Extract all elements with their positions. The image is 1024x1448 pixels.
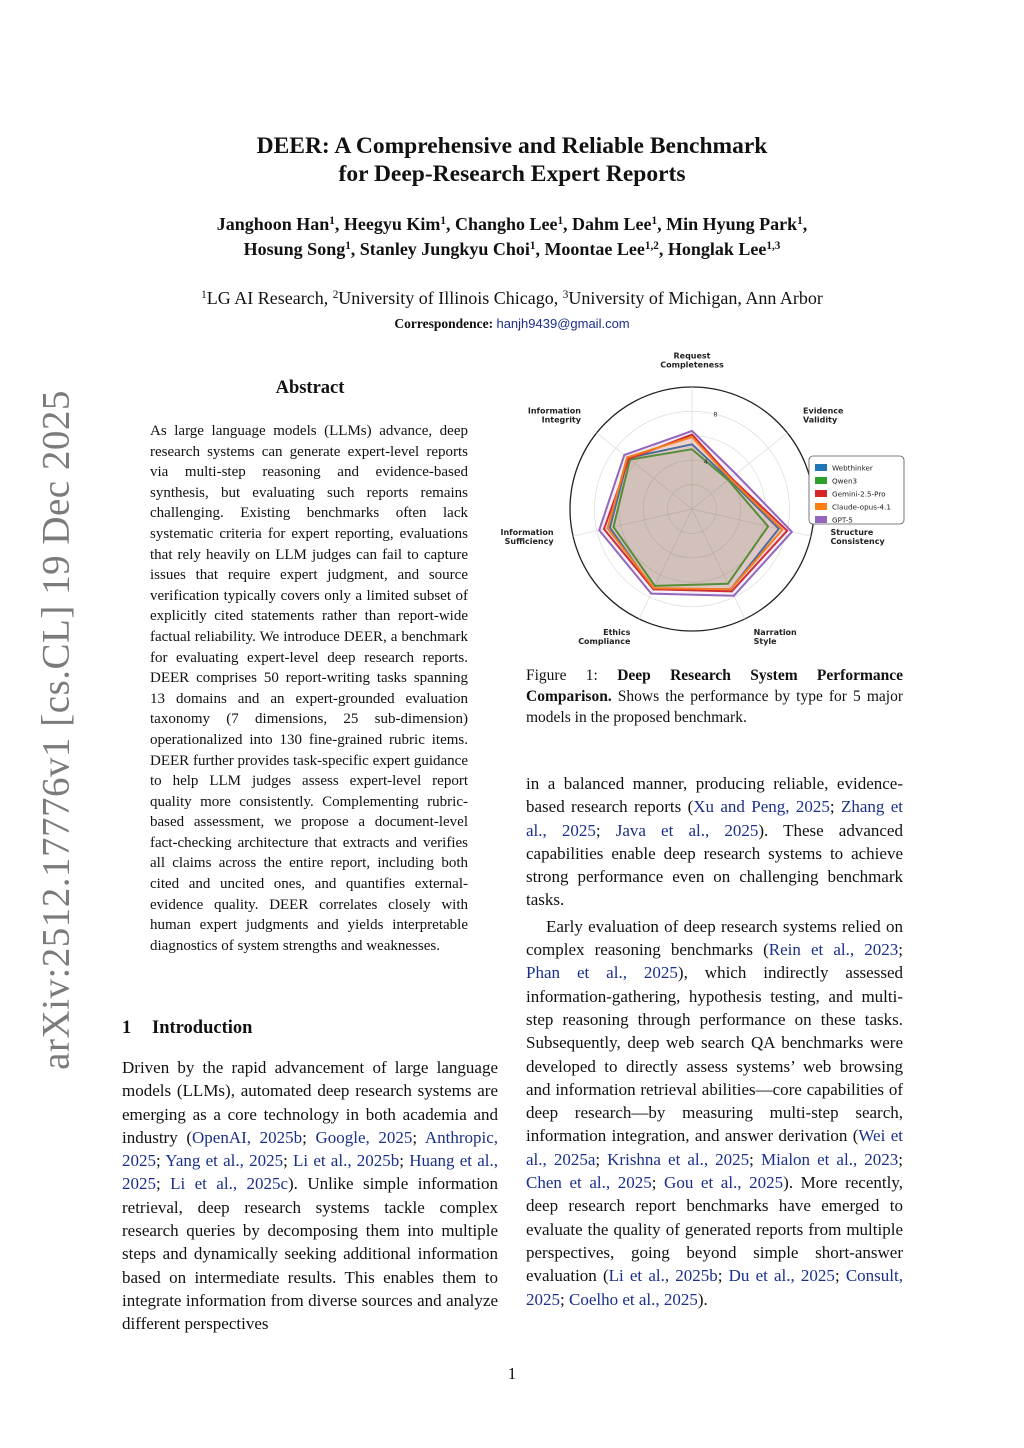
section-heading: [122, 1018, 252, 1039]
paragraph-text: ;: [302, 1127, 316, 1147]
paragraph-text: ;: [595, 1149, 608, 1169]
title-line-2: for Deep-Research Expert Reports: [338, 161, 686, 187]
citation-link[interactable]: OpenAI, 2025b: [192, 1127, 303, 1147]
radar-axis-label: [803, 406, 844, 424]
citation-link[interactable]: Li et al., 2025b: [293, 1151, 400, 1171]
intro-paragraph-3: [526, 915, 903, 1311]
radar-axis-label: [500, 528, 554, 546]
radar-axis-label-line: Information: [527, 406, 581, 416]
intro-right-column: [526, 772, 903, 1311]
correspondence: [0, 314, 1024, 334]
paragraph-text: ;: [651, 1173, 665, 1193]
radar-axis-label-line: Information: [500, 528, 554, 538]
radar-chart: [500, 351, 910, 657]
paragraph-text: ;: [412, 1127, 425, 1147]
citation-link[interactable]: Mialon et al., 2023: [760, 1149, 899, 1169]
citation-link[interactable]: Consult, 2025: [526, 1266, 903, 1309]
paragraph-text: ), which indirectly assessed information-gathering, hypothesis testing, and multi-step reasoning through performance on these tasks. Subsequently, deep web search QA benchmarks were developed to directly assess systems’ web browsing and information retrieval abilities—core capabilities of deep research—by measuring multi-step search, information integration, and answer derivation (: [526, 963, 903, 1146]
paragraph-text: ;: [156, 1174, 171, 1194]
author: Hosung Song$^1$: [243, 239, 351, 259]
intro-left-column: [122, 1056, 498, 1336]
paragraph-text: ;: [560, 1289, 569, 1309]
author-list: [0, 212, 1024, 262]
author: Honglak Lee$^{1,3}$: [667, 239, 781, 259]
radar-axis-label-line: Sufficiency: [504, 537, 554, 547]
paragraph-text: ;: [717, 1266, 729, 1286]
paragraph-text: ;: [399, 1151, 410, 1171]
radar-axis-label-line: Narration: [753, 627, 797, 637]
citation-link[interactable]: Rein et al., 2023: [768, 940, 899, 960]
radar-axis-label-line: Integrity: [541, 415, 581, 425]
citation-link[interactable]: Wei et al., 2025a: [526, 1126, 903, 1169]
author: Dahm Lee$^1$: [572, 214, 658, 234]
paragraph-text: Early evaluation of deep research systems relied on complex reasoning benchmarks (: [526, 916, 903, 960]
radar-axis-label-line: Validity: [803, 415, 838, 425]
paragraph-text: in a balanced manner, producing reliable, evidence-based research reports (: [526, 774, 903, 817]
abstract-text: As large language models (LLMs) advance, deep research systems can generate expert-level reports via multi-step reasoning and evidence-based synthesis, but evaluating such reports remains challenging. Existing benchmarks often lack systematic criteria for expert reporting, evaluations that rely heavily on LLM judges can fail to capture issues that require expert judgment, and source verification typically covers only a limited subset of explicitly cited statements rather than report-wide factual reliability. We introduce DEER, a benchmark for evaluating expert-level deep research reports. DEER comprises 50 report-writing tasks spanning 13 domains and an expert-grounded evaluation taxonomy (7 dimensions, 25 sub-dimension) operationalized into 130 fine-grained rubric items. DEER further provides task-specific expert guidance to help LLM judges assess expert-level report quality more consistently. Complementing rubric-based assessment, we propose a document-level fact-checking architecture that extracts and verifies all claims across the entire report, including both cited and uncited ones, and quantifies external-evidence quality. DEER correlates closely with human expert judgments and yields interpretable diagnostics of system strengths and weaknesses.: [150, 423, 468, 954]
legend-swatch: [815, 490, 827, 497]
radar-axis-label-line: Style: [753, 636, 777, 646]
paragraph-text: ). More recently, deep research report benchmarks have emerged to evaluate the quality of generated reports from multiple perspectives, going beyond simple short-answer evaluation (: [526, 1173, 903, 1286]
citation-link[interactable]: Huang et al., 2025: [122, 1151, 498, 1194]
citation-link[interactable]: Li et al., 2025b: [608, 1266, 718, 1286]
figure-label: Figure 1:: [526, 667, 598, 684]
author-line-1: Janghoon Han$^1$, Heegyu Kim$^1$, Changho Lee$^1$, Dahm Lee$^1$, Min Hyung Park$^1$,: [216, 214, 808, 234]
citation-link[interactable]: Phan et al., 2025: [526, 963, 678, 983]
paragraph-text: ).: [697, 1289, 708, 1309]
paragraph-text: ). Unlike simple information retrieval, deep research systems tackle complex research queries by decomposing them into multiple steps and dynamically seeking additional information based on intermediate results. This enables them to integrate information from diverse sources and analyze different perspectives: [122, 1174, 498, 1334]
radar-axis-label-line: Ethics: [603, 627, 631, 637]
citation-link[interactable]: Coelho et al., 2025: [568, 1289, 698, 1309]
citation-link[interactable]: Java et al., 2025: [615, 820, 759, 840]
citation-link[interactable]: Anthropic, 2025: [122, 1127, 498, 1171]
radar-axis-label-line: Consistency: [830, 537, 885, 547]
citation-link[interactable]: Xu and Peng, 2025: [693, 797, 830, 817]
radar-axis-label: [830, 528, 885, 546]
citation-link[interactable]: Google, 2025: [315, 1127, 413, 1147]
section-number: 1: [122, 1018, 132, 1038]
paragraph-text: ;: [898, 940, 903, 960]
paragraph-text: ;: [834, 1266, 846, 1286]
author: Janghoon Han$^1$: [216, 214, 335, 234]
figure-caption-title: Deep Research System Performance Comparison.: [526, 667, 903, 705]
abstract-heading: Abstract: [275, 378, 345, 398]
radar-axis-label-line: Evidence: [803, 406, 844, 416]
author: Moontae Lee$^{1,2}$: [544, 239, 659, 259]
radar-tick-label: 8: [713, 410, 718, 419]
radar-axis-label: [754, 628, 797, 646]
legend-swatch: [815, 464, 827, 471]
radar-series-gpt-5: [599, 431, 792, 596]
legend-swatch: [815, 516, 827, 523]
arxiv-side-label: arXiv:2512.17776v1 [cs.CL] 19 Dec 2025: [34, 390, 78, 1070]
paragraph-text: ). These advanced capabilities enable deep research systems to achieve strong performance even on challenging benchmark tasks.: [526, 820, 903, 910]
citation-link[interactable]: Zhang et al., 2025: [526, 797, 903, 840]
radar-axis-label: [660, 352, 724, 370]
citation-link[interactable]: Gou et al., 2025: [664, 1173, 784, 1193]
legend-label: Claude-opus-4.1: [832, 502, 891, 512]
paragraph-text: Driven by the rapid advancement of large language models (LLMs), automated deep research systems are emerging as a core technology in both academia and industry (: [122, 1058, 498, 1147]
citation-link[interactable]: Chen et al., 2025: [526, 1173, 652, 1193]
paragraph-text: ;: [898, 1149, 903, 1169]
intro-paragraph-2: [526, 772, 903, 912]
author: Changho Lee$^1$: [454, 214, 564, 234]
paragraph-text: ;: [156, 1151, 166, 1171]
paragraph-text: ;: [829, 797, 841, 817]
affiliations: $^1$LG AI Research, $^2$University of Illinois Chicago, $^3$University of Michigan, Ann Arbor: [201, 288, 823, 308]
legend-swatch: [815, 477, 827, 484]
figure-caption-text: Shows the performance by type for 5 major models in the proposed benchmark.: [526, 687, 904, 726]
legend-label: Gemini-2.5-Pro: [832, 489, 886, 499]
citation-link[interactable]: Li et al., 2025c: [170, 1174, 289, 1194]
radar-axis-label: [578, 628, 631, 646]
legend-label: Webthinker: [832, 463, 873, 473]
author-line-2: Hosung Song$^1$, Stanley Jungkyu Choi$^1$, Moontae Lee$^{1,2}$, Honglak Lee$^{1,3}$: [243, 239, 781, 259]
intro-paragraph-1: [122, 1056, 498, 1336]
paragraph-text: ;: [283, 1151, 294, 1171]
citation-link[interactable]: Krishna et al., 2025: [607, 1149, 750, 1169]
author: Heegyu Kim$^1$: [343, 214, 446, 234]
legend-label: Qwen3: [832, 476, 858, 486]
radar-axis-label-line: Structure: [830, 528, 874, 538]
radar-axis-label-line: Request: [673, 351, 711, 361]
correspondence-email-link[interactable]: hanjh9439@gmail.com: [496, 316, 630, 331]
legend-label: GPT-5: [832, 515, 853, 525]
citation-link[interactable]: Du et al., 2025: [728, 1266, 835, 1286]
author: Stanley Jungkyu Choi$^1$: [359, 239, 536, 259]
citation-link[interactable]: Yang et al., 2025: [165, 1151, 284, 1171]
figure-caption: [526, 666, 903, 728]
correspondence-label: Correspondence:: [394, 316, 494, 331]
radar-tick-label: 4: [703, 458, 708, 467]
title-line-1: DEER: A Comprehensive and Reliable Benchmark: [256, 133, 768, 159]
radar-axis-label: [528, 406, 582, 424]
radar-axis-label-line: Compliance: [578, 636, 631, 646]
section-title: Introduction: [152, 1018, 253, 1038]
paper-title: [0, 132, 1024, 188]
radar-axis-label-line: Completeness: [660, 360, 724, 370]
author: Min Hyung Park$^1$: [666, 214, 803, 234]
paragraph-text: ;: [749, 1149, 761, 1169]
page-number: 1: [507, 1364, 517, 1383]
legend-swatch: [815, 503, 827, 510]
paragraph-text: ;: [595, 820, 616, 840]
